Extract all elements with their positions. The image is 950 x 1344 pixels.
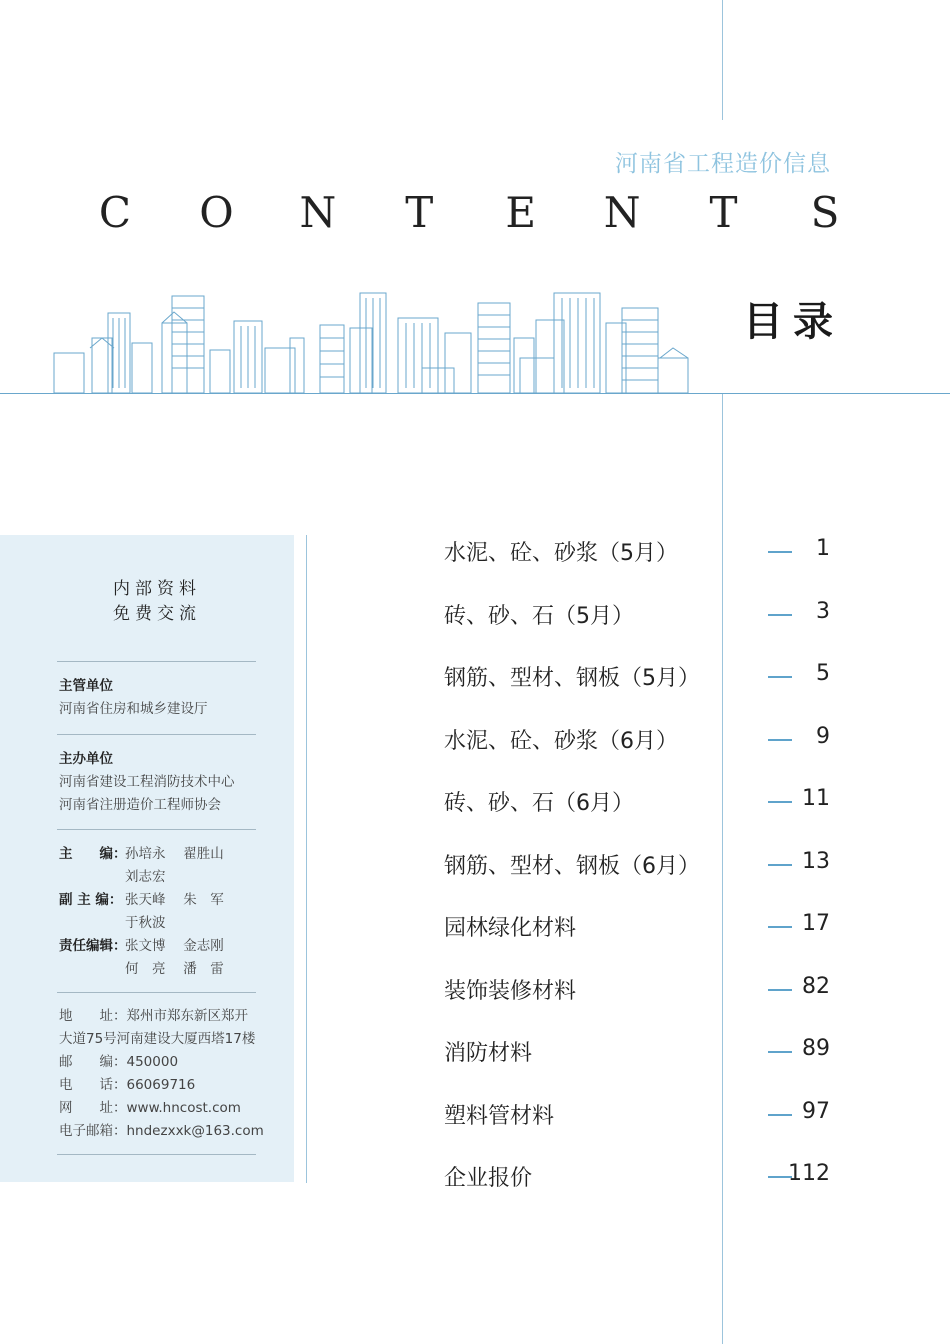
- toc-title: 钢筋、型材、钢板（6月）: [444, 854, 700, 879]
- toc-page-number: 17: [802, 911, 830, 936]
- toc-title: 水泥、砼、砂浆（6月）: [444, 729, 678, 754]
- toc-title: 水泥、砼、砂浆（5月）: [444, 541, 678, 566]
- editor-row: [59, 889, 224, 912]
- editor-row: [59, 843, 224, 866]
- editor-row: [59, 935, 224, 958]
- toc-entry[interactable]: [444, 849, 844, 889]
- toc-leader-dash: [768, 739, 792, 741]
- top-vertical-rule: [722, 0, 723, 120]
- toc-leader-dash: [768, 864, 792, 866]
- editor-names: 张文博 金志刚: [125, 938, 224, 954]
- editor-row: [59, 866, 166, 889]
- toc-leader-dash: [768, 1114, 792, 1116]
- toc-title: 钢筋、型材、钢板（5月）: [444, 666, 700, 691]
- editor-row: [59, 958, 224, 981]
- contents-letter: O: [199, 188, 234, 237]
- toc-page-number: 1: [816, 536, 830, 561]
- contents-letter: S: [810, 188, 840, 237]
- notice-line-2: 免费交流: [113, 604, 201, 624]
- toc-page-number: 11: [802, 786, 830, 811]
- organizer-line-1: 河南省建设工程消防技术中心: [59, 774, 235, 790]
- sidebar-separator: [57, 661, 256, 662]
- toc-entry[interactable]: [444, 724, 844, 764]
- contact-email: 电子邮箱：hndezxxk@163.com: [59, 1123, 264, 1139]
- city-skyline-illustration: [50, 288, 695, 396]
- editor-names: 张天峰 朱 军: [125, 892, 224, 908]
- toc-leader-dash: [768, 551, 792, 553]
- toc-title: 企业报价: [444, 1166, 533, 1191]
- toc-entry[interactable]: [444, 661, 844, 701]
- toc-page-number: 13: [802, 849, 830, 874]
- toc-leader-dash: [768, 676, 792, 678]
- sidebar-separator: [57, 734, 256, 735]
- contents-letter: C: [98, 188, 132, 237]
- toc-leader-dash: [768, 614, 792, 616]
- sidebar-separator: [57, 992, 256, 993]
- editor-role: 主 编：: [59, 846, 127, 862]
- editor-names: 于秋波: [125, 915, 166, 931]
- contact-website: 网 址：www.hncost.com: [59, 1100, 241, 1116]
- contact-postcode: 邮 编：450000: [59, 1054, 179, 1070]
- organizer-label: 主办单位: [59, 751, 113, 767]
- toc-title: 装饰装修材料: [444, 979, 577, 1004]
- toc-leader-dash: [768, 926, 792, 928]
- editor-role: 责任编辑：: [59, 938, 127, 954]
- journal-title: 河南省工程造价信息: [615, 151, 831, 177]
- toc-page-number: 3: [816, 599, 830, 624]
- toc-title: 砖、砂、石（5月）: [444, 604, 634, 629]
- editor-names: 孙培永 翟胜山: [125, 846, 224, 862]
- contact-block: [59, 1005, 264, 1143]
- toc-title: 消防材料: [444, 1041, 533, 1066]
- notice-line-1: 内部资料: [113, 579, 201, 599]
- toc-page-number: 89: [802, 1036, 830, 1061]
- toc-entry[interactable]: [444, 599, 844, 639]
- editor-names: 何 亮 潘 雷: [125, 961, 224, 977]
- contact-address: 地 址：郑州市郑东新区郑开: [59, 1008, 248, 1024]
- mulu-heading: 目录: [743, 299, 843, 345]
- toc-entry[interactable]: [444, 974, 844, 1014]
- toc-leader-dash: [768, 801, 792, 803]
- organizer-line-2: 河南省注册造价工程师协会: [59, 797, 221, 813]
- toc-page-number: 97: [802, 1099, 830, 1124]
- contents-heading: [96, 188, 844, 237]
- supervisor-value: 河南省住房和城乡建设厅: [59, 701, 208, 717]
- toc-title: 砖、砂、石（6月）: [444, 791, 634, 816]
- sidebar-notice: [0, 577, 314, 627]
- organizer-block: [59, 748, 235, 817]
- toc-page-number: 82: [802, 974, 830, 999]
- sidebar-separator: [57, 829, 256, 830]
- toc-title: 塑料管材料: [444, 1104, 555, 1129]
- toc-entry[interactable]: [444, 786, 844, 826]
- toc-page-number: 112: [788, 1161, 830, 1186]
- toc-title: 园林绿化材料: [444, 916, 577, 941]
- sidebar-divider: [306, 535, 307, 1183]
- editor-row: [59, 912, 166, 935]
- toc-entry[interactable]: [444, 911, 844, 951]
- toc-leader-dash: [768, 989, 792, 991]
- toc-entry[interactable]: [444, 1099, 844, 1139]
- toc-page-number: 5: [816, 661, 830, 686]
- toc-entry[interactable]: [444, 1036, 844, 1076]
- toc-entry[interactable]: [444, 1161, 844, 1201]
- contents-letter: T: [405, 188, 434, 237]
- contents-letter: E: [505, 188, 537, 237]
- contact-address-cont: 大道75号河南建设大厦西塔17楼: [59, 1031, 256, 1047]
- sidebar-separator: [57, 1154, 256, 1155]
- contact-phone: 电 话：66069716: [59, 1077, 196, 1093]
- contents-letter: N: [299, 188, 337, 237]
- contents-letter: N: [603, 188, 641, 237]
- supervisor-block: [59, 675, 208, 721]
- toc-entry[interactable]: [444, 536, 844, 576]
- contents-letter: T: [709, 188, 738, 237]
- editor-names: 刘志宏: [125, 869, 166, 885]
- supervisor-label: 主管单位: [59, 678, 113, 694]
- editor-role: 副 主 编：: [59, 892, 123, 908]
- toc-page-number: 9: [816, 724, 830, 749]
- toc-leader-dash: [768, 1051, 792, 1053]
